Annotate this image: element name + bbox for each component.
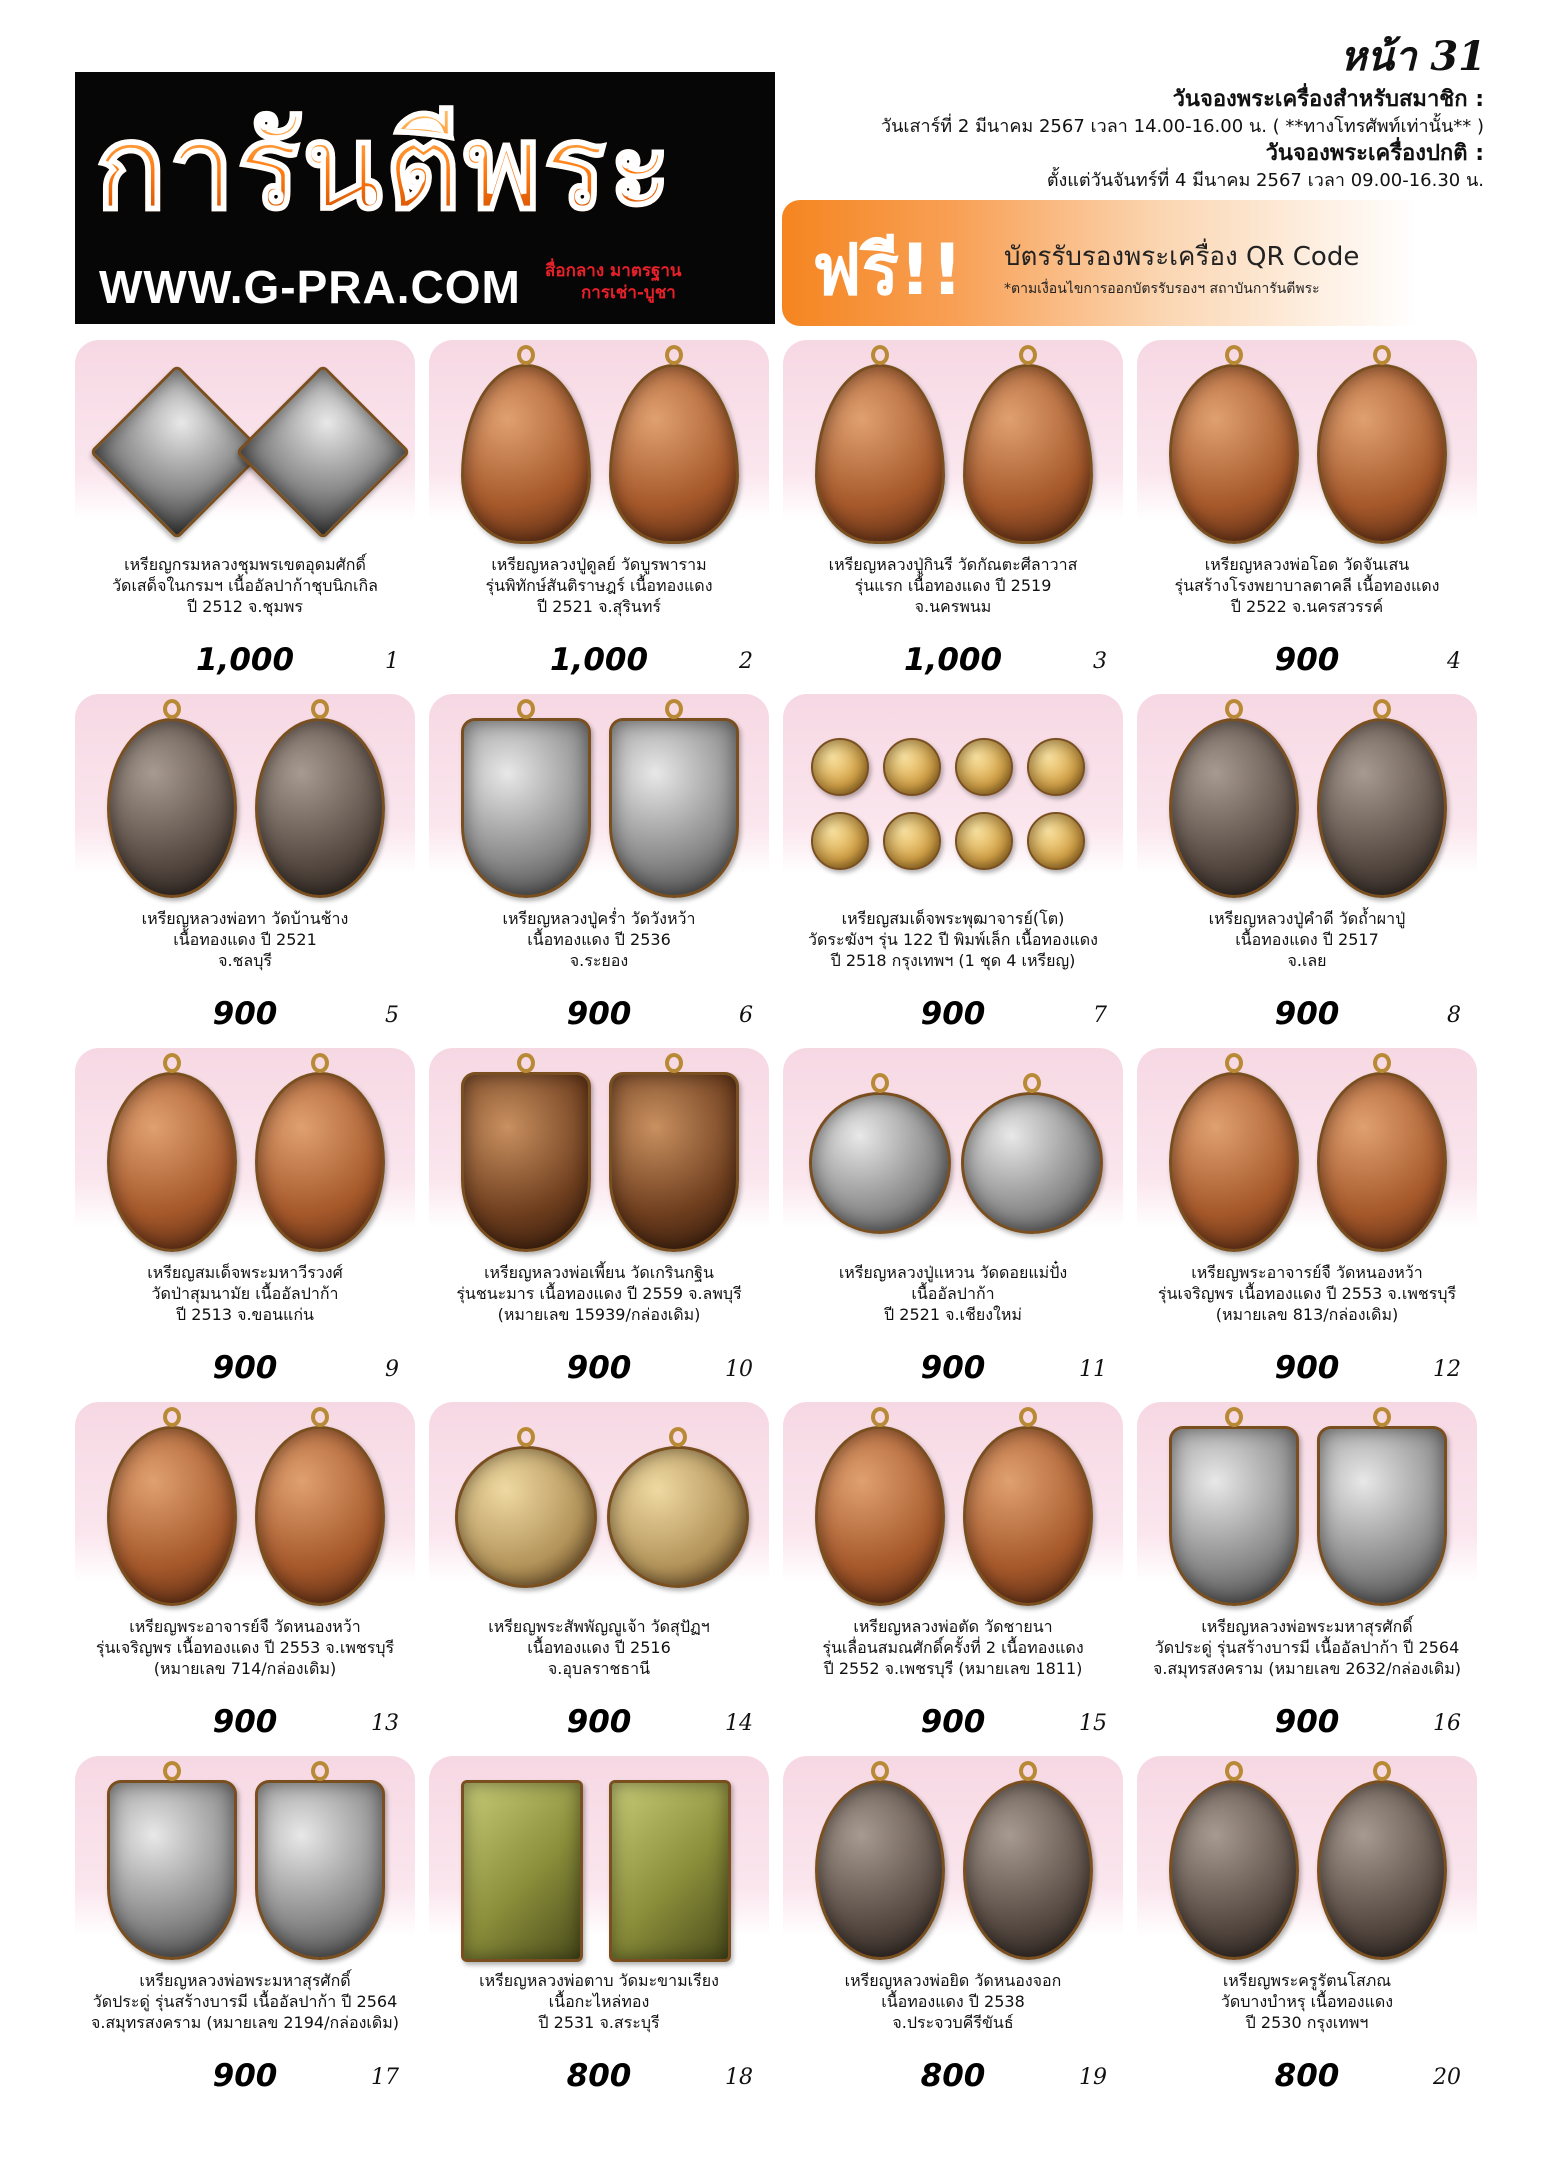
amulet-card [1137, 340, 1477, 686]
amulet-description [1145, 1970, 1469, 2033]
description-line: เหรียญพระสัพพัญญูเจ้า วัดสุปัฏฯ [488, 1617, 710, 1636]
amulet-price: 900 [566, 1350, 632, 1386]
description-line: ปี 2512 จ.ชุมพร [186, 597, 304, 616]
description-line: เนื้อทองแดง ปี 2517 [1235, 930, 1379, 949]
description-line: จ.สมุทรสงคราม (หมายเลข 2632/กล่องเดิม) [1152, 1659, 1462, 1678]
free-word: ฟรี!! [812, 229, 964, 311]
description-line: เนื้อทองแดง ปี 2536 [527, 930, 671, 949]
amulet-back-image [255, 1072, 385, 1252]
amulet-card [1137, 1402, 1477, 1748]
item-number: 8 [1447, 1003, 1461, 1028]
description-line: ปี 2531 จ.สระบุรี [538, 2013, 660, 2032]
logo-tagline-line-2: การเช่า-บูชา [581, 283, 676, 303]
amulet-price: 900 [566, 996, 632, 1032]
amulet-front-image [1169, 1426, 1299, 1606]
description-line: วัดเสด็จในกรมฯ เนื้ออัลปาก้าชุบนิกเกิล [112, 576, 378, 595]
item-number: 1 [385, 649, 399, 674]
amulet-back-image [255, 1780, 385, 1960]
amulet-back-image [609, 364, 739, 544]
amulet-front-image [1169, 1072, 1299, 1252]
amulet-description [83, 908, 407, 971]
logo-tagline [545, 260, 682, 304]
amulet-card [1137, 694, 1477, 1040]
item-number: 12 [1433, 1357, 1461, 1382]
description-line: เหรียญหลวงพ่อทา วัดบ้านช้าง [141, 909, 349, 928]
description-line: จ.ระยอง [569, 951, 629, 970]
amulet-front-image [815, 1780, 945, 1960]
coin-image [811, 812, 869, 870]
amulet-description [791, 554, 1115, 617]
normal-booking-heading: วันจองพระเครื่องปกติ : [1265, 141, 1484, 166]
amulet-price: 900 [212, 2058, 278, 2094]
amulet-price: 900 [212, 996, 278, 1032]
item-number: 3 [1093, 649, 1107, 674]
description-line: เหรียญหลวงพ่อตาบ วัดมะขามเรียง [479, 1971, 719, 1990]
amulet-description [437, 1970, 761, 2033]
amulet-back-image [961, 1092, 1103, 1234]
coin-image [1027, 812, 1085, 870]
amulet-front-image [461, 1072, 591, 1252]
brand-logo [75, 72, 775, 324]
item-number: 19 [1079, 2065, 1107, 2090]
amulet-back-image [1317, 1780, 1447, 1960]
amulet-back-image [255, 718, 385, 898]
coin-image [883, 812, 941, 870]
amulet-card [1137, 1048, 1477, 1394]
amulet-card [1137, 1756, 1477, 2102]
description-line: เหรียญหลวงพ่อพระมหาสุรศักดิ์ [139, 1971, 351, 1990]
amulet-price: 1,000 [903, 642, 1003, 678]
amulet-price: 900 [920, 1704, 986, 1740]
description-line: เนื้อกะไหล่ทอง [548, 1992, 650, 2011]
amulet-card [783, 694, 1123, 1040]
description-line: (หมายเลข 15939/กล่องเดิม) [497, 1305, 701, 1324]
amulet-front-image [455, 1446, 597, 1588]
amulet-back-image [609, 1780, 731, 1962]
member-booking-detail: วันเสาร์ที่ 2 มีนาคม 2567 เวลา 14.00-16.00 น. ( **ทางโทรศัพท์เท่านั้น** ) [880, 116, 1484, 137]
logo-tagline-line-1: สื่อกลาง มาตรฐาน [545, 261, 682, 281]
logo-url: WWW.G-PRA.COM [99, 261, 521, 313]
description-line: ปี 2513 จ.ขอนแก่น [176, 1305, 314, 1324]
description-line: ปี 2530 กรุงเทพฯ [1245, 2013, 1369, 2032]
description-line: (หมายเลข 813/กล่องเดิม) [1215, 1305, 1399, 1324]
description-line: รุ่นเจริญพร เนื้อทองแดง ปี 2553 จ.เพชรบุรี [95, 1638, 395, 1657]
amulet-description [83, 1970, 407, 2033]
amulet-card [783, 340, 1123, 686]
item-number: 4 [1447, 649, 1461, 674]
amulet-card [75, 1048, 415, 1394]
description-line: เหรียญพระอาจารย์จื วัดหนองหว้า [129, 1617, 361, 1636]
description-line: วัดระฆังฯ รุ่น 122 ปี พิมพ์เล็ก เนื้อทองแดง [808, 930, 1098, 949]
free-banner-note: *ตามเงื่อนไขการออกบัตรรับรองฯ สถาบันการันตีพระ [1004, 281, 1320, 297]
description-line: เนื้ออัลปาก้า [911, 1284, 995, 1303]
description-line: รุ่นแรก เนื้อทองแดง ปี 2519 [854, 576, 1052, 595]
description-line: รุ่นเลื่อนสมณศักดิ์ครั้งที่ 2 เนื้อทองแดง [822, 1638, 1084, 1657]
item-number: 18 [725, 2065, 753, 2090]
amulet-card [429, 1048, 769, 1394]
amulet-front-image [107, 1780, 237, 1960]
amulet-front-image [461, 364, 591, 544]
item-number: 13 [371, 1711, 399, 1736]
amulet-back-image [1317, 364, 1447, 544]
amulet-card [75, 1402, 415, 1748]
item-number: 10 [725, 1357, 753, 1382]
description-line: จ.ประจวบคีรีขันธ์ [892, 2013, 1014, 2032]
amulet-card [783, 1048, 1123, 1394]
amulet-price: 1,000 [549, 642, 649, 678]
description-line: เหรียญหลวงปู่ดูลย์ วัดบูรพาราม [491, 555, 707, 574]
description-line: เหรียญหลวงพ่อโอด วัดจันเสน [1204, 555, 1410, 574]
amulet-description [83, 1616, 407, 1679]
description-line: ปี 2518 กรุงเทพฯ (1 ชุด 4 เหรียญ) [830, 951, 1076, 970]
coin-image [955, 738, 1013, 796]
description-line: เหรียญหลวงพ่อเพี้ยน วัดเกรินกฐิน [484, 1263, 714, 1282]
description-line: วัดบางบำหรุ เนื้อทองแดง [1220, 1992, 1394, 2011]
description-line: เหรียญหลวงปู่กินรี วัดกัณตะศีลาวาส [828, 555, 1078, 574]
free-banner-title: บัตรรับรองพระเครื่อง QR Code [1004, 242, 1360, 272]
amulet-front-image [107, 718, 237, 898]
amulet-description [1145, 554, 1469, 617]
description-line: เหรียญหลวงปู่แหวน วัดดอยแม่ปั๋ง [838, 1263, 1068, 1282]
description-line: เนื้อทองแดง ปี 2516 [527, 1638, 671, 1657]
description-line: รุ่นสร้างโรงพยาบาลตาคลี เนื้อทองแดง [1174, 576, 1440, 595]
amulet-price: 800 [1274, 2058, 1340, 2094]
amulet-card [75, 1756, 415, 2102]
amulet-description [791, 908, 1115, 971]
amulet-description [791, 1262, 1115, 1325]
amulet-back-image [963, 364, 1093, 544]
amulet-description [791, 1616, 1115, 1679]
item-number: 17 [371, 2065, 399, 2090]
amulet-price: 800 [920, 2058, 986, 2094]
amulet-back-image [609, 1072, 739, 1252]
amulet-card [429, 1402, 769, 1748]
amulet-back-image [1317, 1072, 1447, 1252]
description-line: รุ่นพิทักษ์สันติราษฎร์ เนื้อทองแดง [485, 576, 713, 595]
page-number: หน้า 31 [1340, 33, 1486, 80]
item-number: 2 [739, 649, 753, 674]
amulet-price: 1,000 [195, 642, 295, 678]
amulet-description [791, 1970, 1115, 2033]
amulet-description [83, 1262, 407, 1325]
coin-image [883, 738, 941, 796]
description-line: เหรียญหลวงปู่คร่ำ วัดวังหว้า [502, 909, 696, 928]
coin-image [1027, 738, 1085, 796]
amulet-back-image [609, 718, 739, 898]
description-line: จ.ชลบุรี [218, 951, 272, 970]
amulet-back-image [1317, 1426, 1447, 1606]
description-line: จ.สมุทรสงคราม (หมายเลข 2194/กล่องเดิม) [90, 2013, 400, 2032]
description-line: ปี 2522 จ.นครสวรรค์ [1230, 597, 1384, 616]
description-line: เหรียญหลวงปู่คำดี วัดถ้ำผาปู่ [1208, 909, 1406, 928]
amulet-description [1145, 1616, 1469, 1679]
amulet-front-image [107, 1426, 237, 1606]
item-number: 9 [385, 1357, 399, 1382]
description-line: รุ่นเจริญพร เนื้อทองแดง ปี 2553 จ.เพชรบุรี [1157, 1284, 1457, 1303]
amulet-front-image [107, 1072, 237, 1252]
amulet-back-image [255, 1426, 385, 1606]
description-line: (หมายเลข 714/กล่องเดิม) [153, 1659, 337, 1678]
description-line: ปี 2552 จ.เพชรบุรี (หมายเลข 1811) [823, 1659, 1083, 1678]
amulet-price: 900 [212, 1704, 278, 1740]
description-line: วัดประดู่ รุ่นสร้างบารมี เนื้ออัลปาก้า ปี 2564 [1154, 1638, 1460, 1657]
amulet-back-image [963, 1780, 1093, 1960]
amulet-front-image [1169, 1780, 1299, 1960]
booking-info [784, 86, 1484, 194]
amulet-price: 900 [212, 1350, 278, 1386]
description-line: เหรียญหลวงพ่อพระมหาสุรศักดิ์ [1201, 1617, 1413, 1636]
description-line: ปี 2521 จ.เชียงใหม่ [884, 1305, 1022, 1324]
amulet-front-image [461, 1780, 583, 1962]
description-line: จ.นครพนม [914, 597, 992, 616]
item-number: 5 [385, 1003, 399, 1028]
description-line: เหรียญหลวงพ่อตัด วัดชายนา [853, 1617, 1053, 1636]
amulet-card [783, 1756, 1123, 2102]
coin-image [955, 812, 1013, 870]
amulet-description [437, 1262, 761, 1325]
amulet-card [783, 1402, 1123, 1748]
normal-booking-detail: ตั้งแต่วันจันทร์ที่ 4 มีนาคม 2567 เวลา 09.00-16.30 น. [1046, 170, 1484, 191]
description-line: จ.เลย [1287, 951, 1327, 970]
amulet-price: 800 [566, 2058, 632, 2094]
amulet-card [429, 1756, 769, 2102]
description-line: รุ่นชนะมาร เนื้อทองแดง ปี 2559 จ.ลพบุรี [456, 1284, 742, 1303]
description-line: วัดป่าสุมนามัย เนื้ออัลปาก้า [151, 1284, 339, 1303]
amulet-price: 900 [1274, 996, 1340, 1032]
description-line: เหรียญพระอาจารย์จื วัดหนองหว้า [1191, 1263, 1423, 1282]
amulet-description [437, 1616, 761, 1679]
amulet-description [83, 554, 407, 617]
amulet-price: 900 [920, 996, 986, 1032]
amulet-price: 900 [566, 1704, 632, 1740]
amulet-front-image [815, 1426, 945, 1606]
description-line: จ.อุบลราชธานี [547, 1659, 651, 1678]
amulet-back-image [963, 1426, 1093, 1606]
amulet-back-image [607, 1446, 749, 1588]
coin-image [811, 738, 869, 796]
amulet-back-image [1317, 718, 1447, 898]
free-qr-banner [782, 200, 1472, 326]
item-number: 16 [1433, 1711, 1461, 1736]
description-line: เหรียญพระครูรัตนโสภณ [1222, 1971, 1392, 1990]
amulet-description [1145, 908, 1469, 971]
amulet-front-image [1169, 364, 1299, 544]
amulet-description [437, 908, 761, 971]
amulet-front-image [809, 1092, 951, 1234]
description-line: เหรียญสมเด็จพระมหาวีรวงศ์ [147, 1263, 343, 1282]
item-number: 7 [1093, 1003, 1107, 1028]
description-line: เนื้อทองแดง ปี 2538 [881, 1992, 1025, 2011]
amulet-card [429, 340, 769, 686]
description-line: เนื้อทองแดง ปี 2521 [173, 930, 317, 949]
member-booking-heading: วันจองพระเครื่องสำหรับสมาชิก : [1172, 87, 1484, 112]
item-number: 20 [1433, 2065, 1461, 2090]
logo-title: การันตีพระ [95, 98, 674, 236]
amulet-price: 900 [1274, 1704, 1340, 1740]
item-number: 11 [1079, 1357, 1107, 1382]
description-line: วัดประดู่ รุ่นสร้างบารมี เนื้ออัลปาก้า ปี 2564 [92, 1992, 398, 2011]
description-line: เหรียญสมเด็จพระพุฒาจารย์(โต) [841, 909, 1065, 928]
amulet-card [429, 694, 769, 1040]
amulet-card [75, 694, 415, 1040]
item-number: 14 [725, 1711, 753, 1736]
amulet-price: 900 [920, 1350, 986, 1386]
amulet-description [437, 554, 761, 617]
description-line: ปี 2521 จ.สุรินทร์ [537, 597, 661, 616]
amulet-price: 900 [1274, 1350, 1340, 1386]
amulet-price: 900 [1274, 642, 1340, 678]
item-number: 15 [1079, 1711, 1107, 1736]
description-line: เหรียญหลวงพ่อยิด วัดหนองจอก [844, 1971, 1062, 1990]
amulet-description [1145, 1262, 1469, 1325]
amulet-card [75, 340, 415, 686]
item-number: 6 [739, 1003, 753, 1028]
amulet-front-image [815, 364, 945, 544]
description-line: เหรียญกรมหลวงชุมพรเขตอุดมศักดิ์ [124, 555, 366, 574]
amulet-front-image [1169, 718, 1299, 898]
amulet-front-image [461, 718, 591, 898]
amulet-back-image [235, 364, 410, 539]
